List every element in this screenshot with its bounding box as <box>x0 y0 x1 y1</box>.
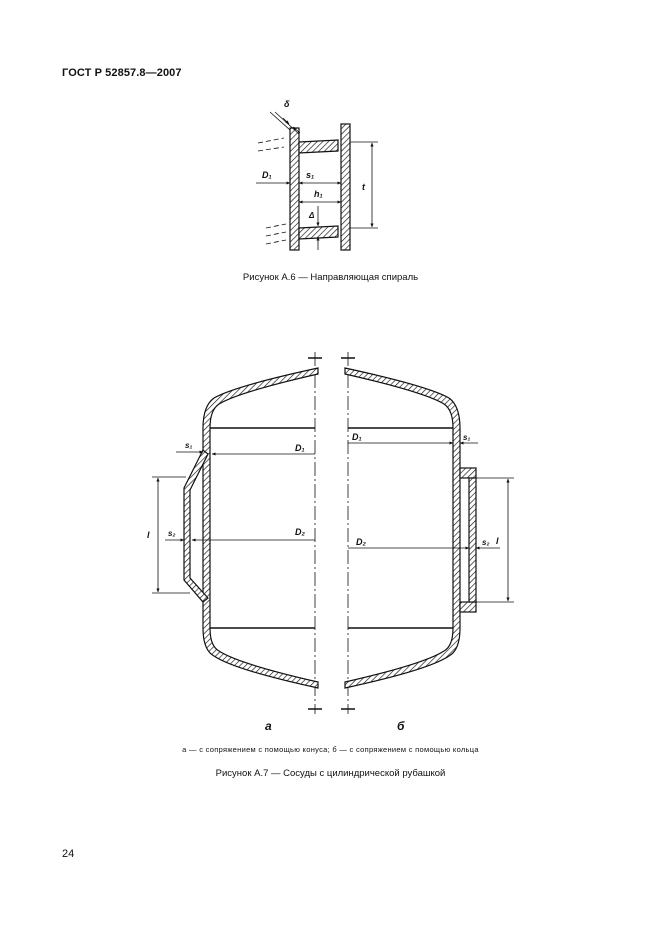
spiral-bar-bottom <box>299 226 338 239</box>
right-vessel-shell <box>345 368 460 688</box>
document-header: ГОСТ Р 52857.8—2007 <box>62 67 182 79</box>
label-s1: s₁ <box>306 170 315 180</box>
right-jacket-wall <box>469 478 476 602</box>
label-delta: δ <box>284 99 290 109</box>
label-s2-left: s₂ <box>168 529 176 538</box>
figure-a7-caption: Рисунок А.7 — Сосуды с цилиндрической рубашкой <box>215 768 446 779</box>
figure-a7-legend: а — с сопряжением с помощью конуса; б — с сопряжением с помощью кольца <box>182 745 479 754</box>
label-l-left: l <box>147 530 150 540</box>
right-ring-top <box>460 468 476 478</box>
label-h1: h₁ <box>314 189 323 199</box>
figure-a7-drawing <box>147 352 514 733</box>
outer-wall <box>341 124 350 250</box>
figure-a6-drawing <box>256 99 378 250</box>
label-s2-right: s₂ <box>482 538 490 547</box>
label-d2-right: D₂ <box>356 537 366 547</box>
figure-a6-caption: Рисунок А.6 — Направляющая спираль <box>242 272 419 283</box>
label-variant-a: а <box>265 719 272 733</box>
inner-wall <box>290 128 299 250</box>
label-d2-left: D₂ <box>295 527 305 537</box>
spiral-bar-top <box>299 140 338 153</box>
label-s1-right: s₁ <box>463 433 471 442</box>
label-d1-left: D₁ <box>295 443 305 453</box>
label-variant-b: б <box>397 719 405 733</box>
page-number: 24 <box>62 848 75 860</box>
right-ring-bottom <box>460 602 476 612</box>
label-s1-left: s₁ <box>185 441 193 450</box>
label-t: t <box>362 182 365 192</box>
label-d1-right: D₁ <box>352 432 362 442</box>
label-d1: D₁ <box>262 170 272 180</box>
label-l-right: l <box>496 536 499 546</box>
label-delta1: Δ <box>309 211 315 220</box>
